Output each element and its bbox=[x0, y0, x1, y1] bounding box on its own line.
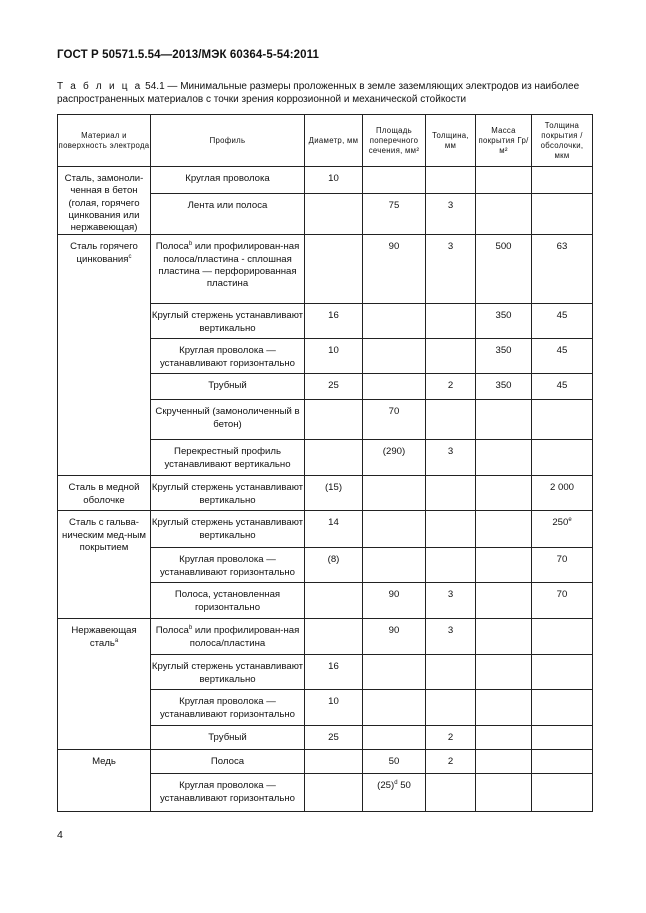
area-value: 90 bbox=[388, 241, 400, 253]
mass-cell bbox=[476, 374, 532, 400]
profile-cell bbox=[151, 476, 305, 511]
profile-text: Круглая проволока bbox=[185, 173, 270, 184]
area-cell bbox=[363, 440, 426, 476]
diameter-cell bbox=[305, 476, 363, 511]
coating-value: 45 bbox=[556, 380, 568, 392]
mass-cell bbox=[476, 440, 532, 476]
thickness-cell bbox=[426, 476, 476, 511]
area-cell bbox=[363, 774, 426, 812]
thickness-value: 2 bbox=[447, 756, 454, 768]
profile-text: Полоса bbox=[155, 625, 189, 637]
coating-cell bbox=[532, 655, 593, 690]
mass-cell bbox=[476, 750, 532, 774]
diameter-cell bbox=[305, 548, 363, 583]
mass-cell bbox=[476, 167, 532, 194]
coating-cell bbox=[532, 619, 593, 655]
thickness-cell bbox=[426, 304, 476, 339]
coating-cell bbox=[532, 167, 593, 194]
header-area: Площадь поперечного сечения, мм² bbox=[363, 115, 426, 167]
profile-text: Трубный bbox=[208, 732, 247, 744]
footnote-mark: b bbox=[188, 625, 193, 632]
profile-cell bbox=[151, 235, 305, 304]
coating-value: 45 bbox=[556, 345, 568, 357]
coating-value: 2 000 bbox=[549, 482, 574, 494]
material-text: Сталь горячего цинкования bbox=[70, 241, 138, 265]
header-coating: Толщина покрытия / обсолочки, мкм bbox=[532, 115, 593, 167]
area-cell bbox=[363, 339, 426, 374]
area-value: 90 bbox=[388, 625, 400, 637]
diameter-value: 10 bbox=[328, 345, 339, 357]
diameter-cell bbox=[305, 193, 363, 235]
profile-text: Круглый стержень устанавливают вертикально bbox=[151, 517, 304, 541]
thickness-value: 2 bbox=[447, 732, 454, 744]
profile-cell bbox=[151, 583, 305, 619]
area-value: 90 bbox=[388, 589, 400, 601]
coating-cell bbox=[532, 193, 593, 235]
profile-cell bbox=[151, 750, 305, 774]
table-caption bbox=[57, 80, 597, 106]
diameter-cell bbox=[305, 619, 363, 655]
thickness-cell bbox=[426, 193, 476, 235]
area-cell bbox=[363, 374, 426, 400]
profile-cell bbox=[151, 690, 305, 726]
coating-cell bbox=[532, 583, 593, 619]
area-cell bbox=[363, 619, 426, 655]
profile-text-rest: или профилирован-ная полоса/пластина - сплошная пластина — перфорированная пластина bbox=[158, 241, 300, 290]
electrode-table bbox=[57, 114, 593, 812]
coating-cell bbox=[532, 374, 593, 400]
material-cell bbox=[58, 619, 151, 750]
table-row bbox=[58, 750, 593, 774]
footnote-mark: d bbox=[394, 780, 398, 787]
profile-cell bbox=[151, 193, 305, 235]
profile-cell bbox=[151, 655, 305, 690]
thickness-cell bbox=[426, 440, 476, 476]
table-body bbox=[58, 167, 593, 812]
table-row bbox=[58, 167, 593, 194]
area-value: (290) bbox=[382, 446, 406, 458]
document-header: ГОСТ Р 50571.5.54—2013/МЭК 60364-5-54:2011 bbox=[57, 49, 320, 61]
header-mass: Масса покрытия Гр/м² bbox=[476, 115, 532, 167]
profile-text: Перекрестный профиль устанавливают вертикально bbox=[164, 446, 291, 470]
diameter-cell bbox=[305, 304, 363, 339]
header-diameter: Диаметр, мм bbox=[305, 115, 363, 167]
diameter-value: 16 bbox=[328, 310, 339, 322]
diameter-cell bbox=[305, 583, 363, 619]
profile-text: Круглый стержень устанавливают вертикально bbox=[151, 482, 304, 506]
thickness-cell bbox=[426, 690, 476, 726]
diameter-cell bbox=[305, 400, 363, 440]
footnote-mark: b bbox=[188, 241, 193, 248]
thickness-cell bbox=[426, 548, 476, 583]
mass-cell bbox=[476, 774, 532, 812]
table-row bbox=[58, 235, 593, 304]
area-cell bbox=[363, 750, 426, 774]
profile-cell bbox=[151, 440, 305, 476]
thickness-value: 3 bbox=[447, 199, 454, 211]
material-cell bbox=[58, 750, 151, 812]
mass-cell bbox=[476, 193, 532, 235]
coating-cell bbox=[532, 726, 593, 750]
diameter-cell bbox=[305, 374, 363, 400]
profile-text: Полоса bbox=[155, 241, 189, 253]
material-text: Медь bbox=[92, 756, 116, 768]
coating-cell bbox=[532, 400, 593, 440]
profile-text: Скрученный (замоноличенный в бетон) bbox=[155, 406, 300, 430]
mass-cell bbox=[476, 583, 532, 619]
area-cell bbox=[363, 304, 426, 339]
diameter-value: 10 bbox=[328, 696, 339, 708]
thickness-cell bbox=[426, 655, 476, 690]
profile-text: Круглая проволока — устанавливают горизонтально bbox=[159, 345, 296, 369]
thickness-cell bbox=[426, 750, 476, 774]
thickness-value: 2 bbox=[447, 380, 454, 392]
area-cell bbox=[363, 548, 426, 583]
diameter-value: (8) bbox=[327, 554, 340, 566]
thickness-cell bbox=[426, 619, 476, 655]
area-cell bbox=[363, 476, 426, 511]
profile-cell bbox=[151, 774, 305, 812]
area-cell bbox=[363, 511, 426, 548]
profile-cell bbox=[151, 304, 305, 339]
material-text: Сталь с гальва-ническим мед-ным покрытием bbox=[62, 517, 146, 554]
coating-value: 63 bbox=[556, 241, 568, 253]
thickness-value: 3 bbox=[447, 446, 454, 458]
profile-cell bbox=[151, 167, 305, 194]
mass-cell bbox=[476, 655, 532, 690]
coating-cell bbox=[532, 476, 593, 511]
material-text: Сталь, замоноли-ченная в бетон (голая, горячего цинкования или нержавеющая) bbox=[64, 173, 144, 234]
coating-cell bbox=[532, 235, 593, 304]
profile-cell bbox=[151, 400, 305, 440]
table-caption-text: 54.1 — Минимальные размеры проложенных в земле заземляющих электродов из наиболее распространенных материалов с точки зрения коррозионной и механической стойкости bbox=[57, 81, 580, 105]
profile-cell bbox=[151, 511, 305, 548]
coating-cell bbox=[532, 440, 593, 476]
thickness-cell bbox=[426, 374, 476, 400]
profile-cell bbox=[151, 619, 305, 655]
profile-text: Круглая проволока — устанавливают горизонтально bbox=[159, 696, 296, 720]
diameter-cell bbox=[305, 726, 363, 750]
area-cell bbox=[363, 583, 426, 619]
diameter-cell bbox=[305, 774, 363, 812]
area-cell bbox=[363, 655, 426, 690]
thickness-cell bbox=[426, 511, 476, 548]
coating-cell bbox=[532, 511, 593, 548]
diameter-cell bbox=[305, 339, 363, 374]
material-text: Сталь в медной оболочке bbox=[68, 482, 140, 506]
footnote-mark: a bbox=[114, 637, 119, 644]
profile-cell bbox=[151, 726, 305, 750]
mass-cell bbox=[476, 235, 532, 304]
mass-value: 350 bbox=[495, 380, 512, 392]
area-cell bbox=[363, 726, 426, 750]
profile-text: Полоса bbox=[210, 756, 245, 768]
area-value: 75 bbox=[388, 199, 400, 211]
diameter-cell bbox=[305, 690, 363, 726]
thickness-value: 3 bbox=[447, 625, 454, 637]
material-cell bbox=[58, 511, 151, 619]
diameter-cell bbox=[305, 750, 363, 774]
table-row bbox=[58, 619, 593, 655]
area-value: 70 bbox=[388, 406, 400, 418]
profile-cell bbox=[151, 339, 305, 374]
profile-text: Круглая проволока — устанавливают горизонтально bbox=[159, 554, 296, 578]
mass-value: 500 bbox=[495, 241, 512, 253]
table-row bbox=[58, 476, 593, 511]
diameter-value: 25 bbox=[328, 732, 339, 744]
mass-cell bbox=[476, 400, 532, 440]
area-cell bbox=[363, 235, 426, 304]
coating-cell bbox=[532, 304, 593, 339]
profile-text: Круглый стержень устанавливают вертикально bbox=[151, 310, 304, 334]
area-cell bbox=[363, 167, 426, 194]
mass-cell bbox=[476, 476, 532, 511]
diameter-value: 10 bbox=[328, 173, 339, 184]
coating-value: 70 bbox=[556, 554, 568, 566]
page-number: 4 bbox=[57, 829, 63, 841]
material-cell bbox=[58, 476, 151, 511]
diameter-value: (15) bbox=[324, 482, 343, 494]
mass-cell bbox=[476, 690, 532, 726]
thickness-cell bbox=[426, 774, 476, 812]
thickness-cell bbox=[426, 726, 476, 750]
area-value: (25) bbox=[377, 780, 395, 792]
profile-cell bbox=[151, 374, 305, 400]
coating-cell bbox=[532, 690, 593, 726]
thickness-cell bbox=[426, 339, 476, 374]
area-cell bbox=[363, 193, 426, 235]
coating-value: 250 bbox=[552, 517, 569, 529]
header-material: Материал и поверхность электрода bbox=[58, 115, 151, 167]
diameter-value: 14 bbox=[328, 517, 339, 529]
thickness-value: 3 bbox=[447, 589, 454, 601]
diameter-cell bbox=[305, 235, 363, 304]
mass-cell bbox=[476, 511, 532, 548]
area-value-rest: 50 bbox=[397, 780, 411, 792]
mass-cell bbox=[476, 726, 532, 750]
coating-cell bbox=[532, 774, 593, 812]
footnote-mark: e bbox=[568, 517, 572, 524]
diameter-value: 25 bbox=[328, 380, 339, 392]
thickness-cell bbox=[426, 167, 476, 194]
profile-text: Круглая проволока — устанавливают горизонтально bbox=[159, 780, 296, 804]
mass-cell bbox=[476, 304, 532, 339]
coating-cell bbox=[532, 750, 593, 774]
table-caption-label: Т а б л и ц а bbox=[57, 81, 143, 92]
profile-text: Полоса, установленная горизонтально bbox=[174, 589, 281, 613]
mass-cell bbox=[476, 339, 532, 374]
header-profile: Профиль bbox=[151, 115, 305, 167]
diameter-value: 16 bbox=[328, 661, 339, 673]
coating-cell bbox=[532, 339, 593, 374]
mass-value: 350 bbox=[495, 345, 512, 357]
profile-text-rest: или профилирован-ная полоса/пластина bbox=[189, 625, 300, 649]
coating-value: 70 bbox=[556, 589, 568, 601]
profile-text: Лента или полоса bbox=[187, 199, 268, 211]
profile-text: Трубный bbox=[208, 380, 247, 392]
thickness-cell bbox=[426, 400, 476, 440]
diameter-cell bbox=[305, 511, 363, 548]
coating-cell bbox=[532, 548, 593, 583]
area-cell bbox=[363, 400, 426, 440]
profile-cell bbox=[151, 548, 305, 583]
diameter-cell bbox=[305, 655, 363, 690]
mass-cell bbox=[476, 619, 532, 655]
thickness-cell bbox=[426, 235, 476, 304]
material-cell bbox=[58, 235, 151, 476]
diameter-cell bbox=[305, 440, 363, 476]
mass-cell bbox=[476, 548, 532, 583]
material-cell bbox=[58, 167, 151, 235]
profile-text: Круглый стержень устанавливают вертикально bbox=[151, 661, 304, 685]
footnote-mark: с bbox=[128, 253, 132, 260]
material-text: Нержавеющая сталь bbox=[71, 625, 137, 649]
coating-value: 45 bbox=[556, 310, 568, 322]
thickness-value: 3 bbox=[447, 241, 454, 253]
table-row bbox=[58, 511, 593, 548]
mass-value: 350 bbox=[495, 310, 512, 322]
diameter-cell bbox=[305, 167, 363, 194]
area-value: 50 bbox=[388, 756, 400, 768]
header-thickness: Толщина, мм bbox=[426, 115, 476, 167]
area-cell bbox=[363, 690, 426, 726]
thickness-cell bbox=[426, 583, 476, 619]
